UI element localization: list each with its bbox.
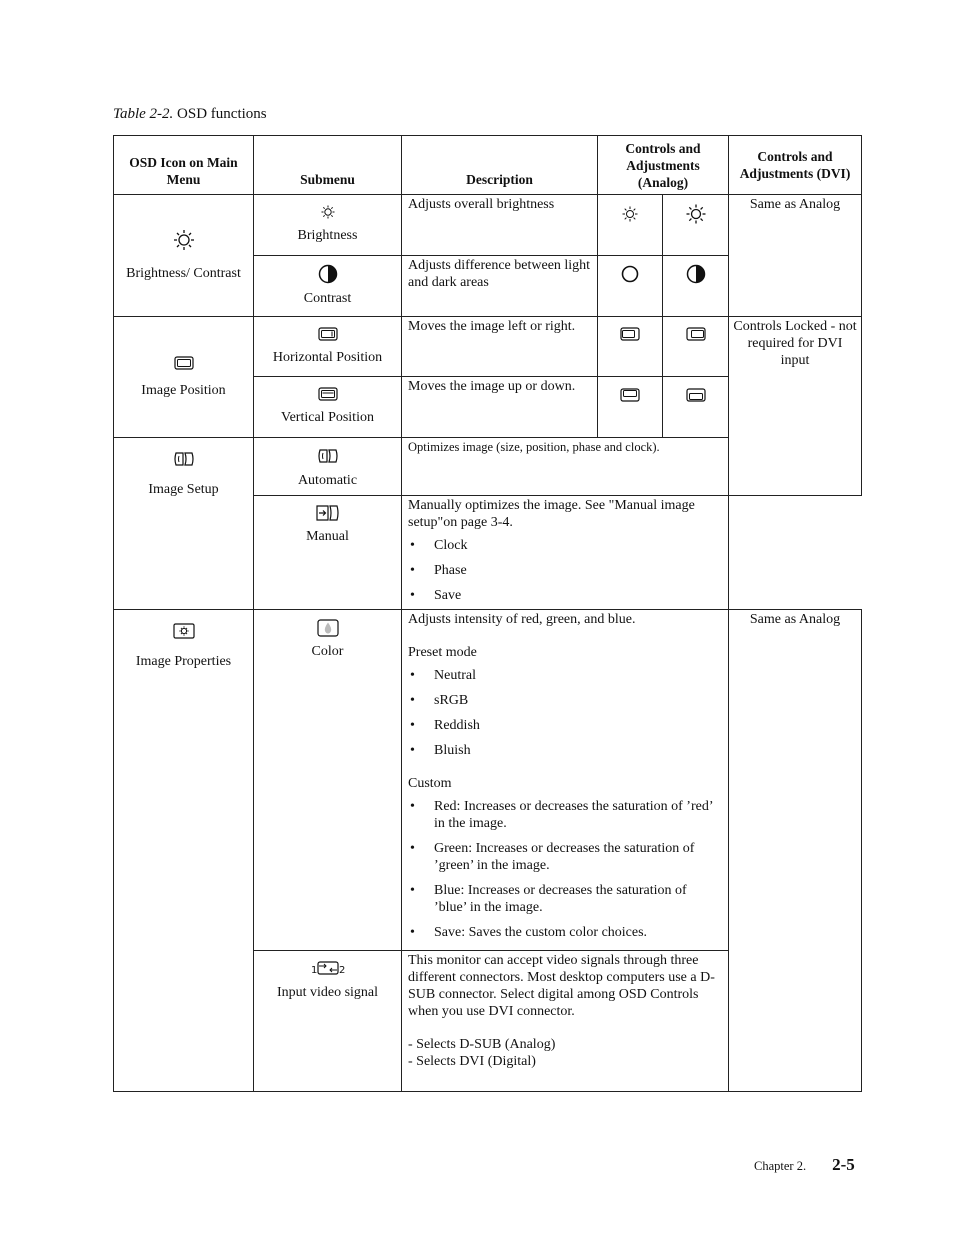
submenu-label: Vertical Position (281, 410, 374, 425)
manual-setup-icon (316, 504, 340, 522)
preset-mode-label: Preset mode (408, 645, 477, 660)
header-dvi: Controls and Adjustments (DVI) (729, 136, 862, 195)
submenu-label: Manual (306, 529, 349, 544)
submenu-input (254, 951, 402, 1092)
submenu-manual (254, 496, 402, 610)
description-automatic: Optimizes image (size, position, phase and clock). (402, 438, 729, 496)
submenu-horizontal (254, 317, 402, 377)
sun-icon (173, 229, 195, 251)
menu-cell-image-setup (114, 438, 254, 610)
input-option-dsub: - Selects D-SUB (Analog) (408, 1037, 556, 1052)
input-description-text: This monitor can accept video signals through three different connectors. Most desktop computers use a D-SUB connector. Select digital among OSD Controls when you use DVI connector. (408, 953, 715, 1019)
analog-vertical-up (598, 377, 663, 438)
page-number: 2-5 (832, 1155, 855, 1174)
vertical-position-icon (318, 387, 338, 401)
submenu-label: Brightness (297, 228, 358, 243)
list-item: • Bluish (408, 742, 722, 759)
table-row (114, 195, 862, 256)
list-item: • sRGB (408, 692, 722, 709)
sun-icon (686, 204, 706, 224)
table-row (114, 317, 862, 377)
analog-brightness-low (598, 195, 663, 256)
header-description: Description (402, 136, 598, 195)
page-footer (754, 1155, 855, 1175)
submenu-label: Horizontal Position (272, 350, 383, 365)
menu-cell-image-position (114, 317, 254, 438)
submenu-contrast (254, 256, 402, 317)
sun-icon (321, 205, 335, 219)
input-option-dvi: - Selects DVI (Digital) (408, 1054, 536, 1069)
analog-contrast-low (598, 256, 663, 317)
submenu-automatic (254, 438, 402, 496)
description-horizontal: Moves the image left or right. (402, 317, 598, 377)
menu-label: Image Setup (148, 482, 219, 497)
analog-horizontal-left (598, 317, 663, 377)
color-intro: Adjusts intensity of red, green, and blue. (408, 612, 636, 627)
list-item: • Save: Saves the custom color choices. (408, 924, 722, 941)
input-icon-digit-2: 2 (338, 965, 345, 976)
header-submenu: Submenu (254, 136, 402, 195)
menu-cell-image-properties (114, 610, 254, 1092)
half-circle-icon (686, 264, 706, 284)
submenu-label: Input video signal (276, 985, 379, 1000)
table-title: OSD functions (177, 106, 267, 122)
analog-brightness-high (663, 195, 729, 256)
submenu-vertical (254, 377, 402, 438)
submenu-label: Automatic (297, 473, 358, 488)
description-manual (402, 496, 729, 610)
menu-cell-brightness-contrast (114, 195, 254, 317)
analog-vertical-down (663, 377, 729, 438)
preset-list (408, 667, 722, 759)
manual-description-text: Manually optimizes the image. See "Manual image setup"on page 3-4. (408, 498, 695, 530)
vertical-position-icon (620, 388, 640, 402)
header-icon: OSD Icon on Main Menu (114, 136, 254, 195)
submenu-label: Contrast (303, 291, 352, 306)
analog-contrast-high (663, 256, 729, 317)
analog-horizontal-right (663, 317, 729, 377)
list-item: • Blue: Increases or decreases the saturation of ’blue’ in the image. (408, 882, 722, 916)
input-signal-icon (310, 960, 346, 976)
description-contrast: Adjusts difference between light and dark areas (402, 256, 598, 317)
header-row (114, 136, 862, 195)
list-item: • Clock (408, 537, 722, 554)
custom-label: Custom (408, 776, 452, 791)
image-properties-icon (173, 623, 195, 639)
list-item: • Phase (408, 562, 722, 579)
image-setup-icon (317, 448, 339, 464)
color-icon (317, 619, 339, 637)
horizontal-position-icon (318, 327, 338, 341)
menu-label: Image Properties (135, 654, 232, 669)
image-setup-icon (173, 451, 195, 467)
dvi-image-properties: Same as Analog (729, 610, 862, 1092)
manual-bullet-list (408, 537, 722, 604)
description-brightness: Adjusts overall brightness (402, 195, 598, 256)
description-input (402, 951, 729, 1092)
vertical-position-icon (686, 388, 706, 402)
list-item: • Save (408, 587, 722, 604)
circle-icon (620, 264, 640, 284)
horizontal-position-icon (620, 327, 640, 341)
menu-label: Brightness/ Contrast (126, 266, 241, 281)
half-circle-icon (318, 264, 338, 284)
chapter-label: Chapter 2. (754, 1159, 807, 1173)
horizontal-position-icon (686, 327, 706, 341)
submenu-label: Color (311, 644, 344, 659)
submenu-brightness (254, 195, 402, 256)
custom-list (408, 798, 722, 941)
menu-label: Image Position (141, 382, 226, 398)
table-row (114, 610, 862, 951)
submenu-color (254, 610, 402, 951)
table-label: Table 2-2. (113, 106, 174, 122)
list-item: • Neutral (408, 667, 722, 684)
dvi-brightness-contrast: Same as Analog (729, 195, 862, 317)
header-analog: Controls and Adjustments (Analog) (598, 136, 729, 195)
description-color (402, 610, 729, 951)
osd-functions-table (113, 135, 862, 1092)
horizontal-position-icon (174, 356, 194, 370)
input-icon-digit-1: 1 (310, 965, 317, 976)
list-item: • Reddish (408, 717, 722, 734)
dvi-image-position: Controls Locked - not required for DVI input (729, 317, 862, 496)
sun-icon (622, 206, 638, 222)
list-item: • Green: Increases or decreases the saturation of ’green’ in the image. (408, 840, 722, 874)
description-vertical: Moves the image up or down. (402, 377, 598, 438)
list-item: • Red: Increases or decreases the saturation of ’red’ in the image. (408, 798, 722, 832)
table-caption (113, 106, 267, 123)
